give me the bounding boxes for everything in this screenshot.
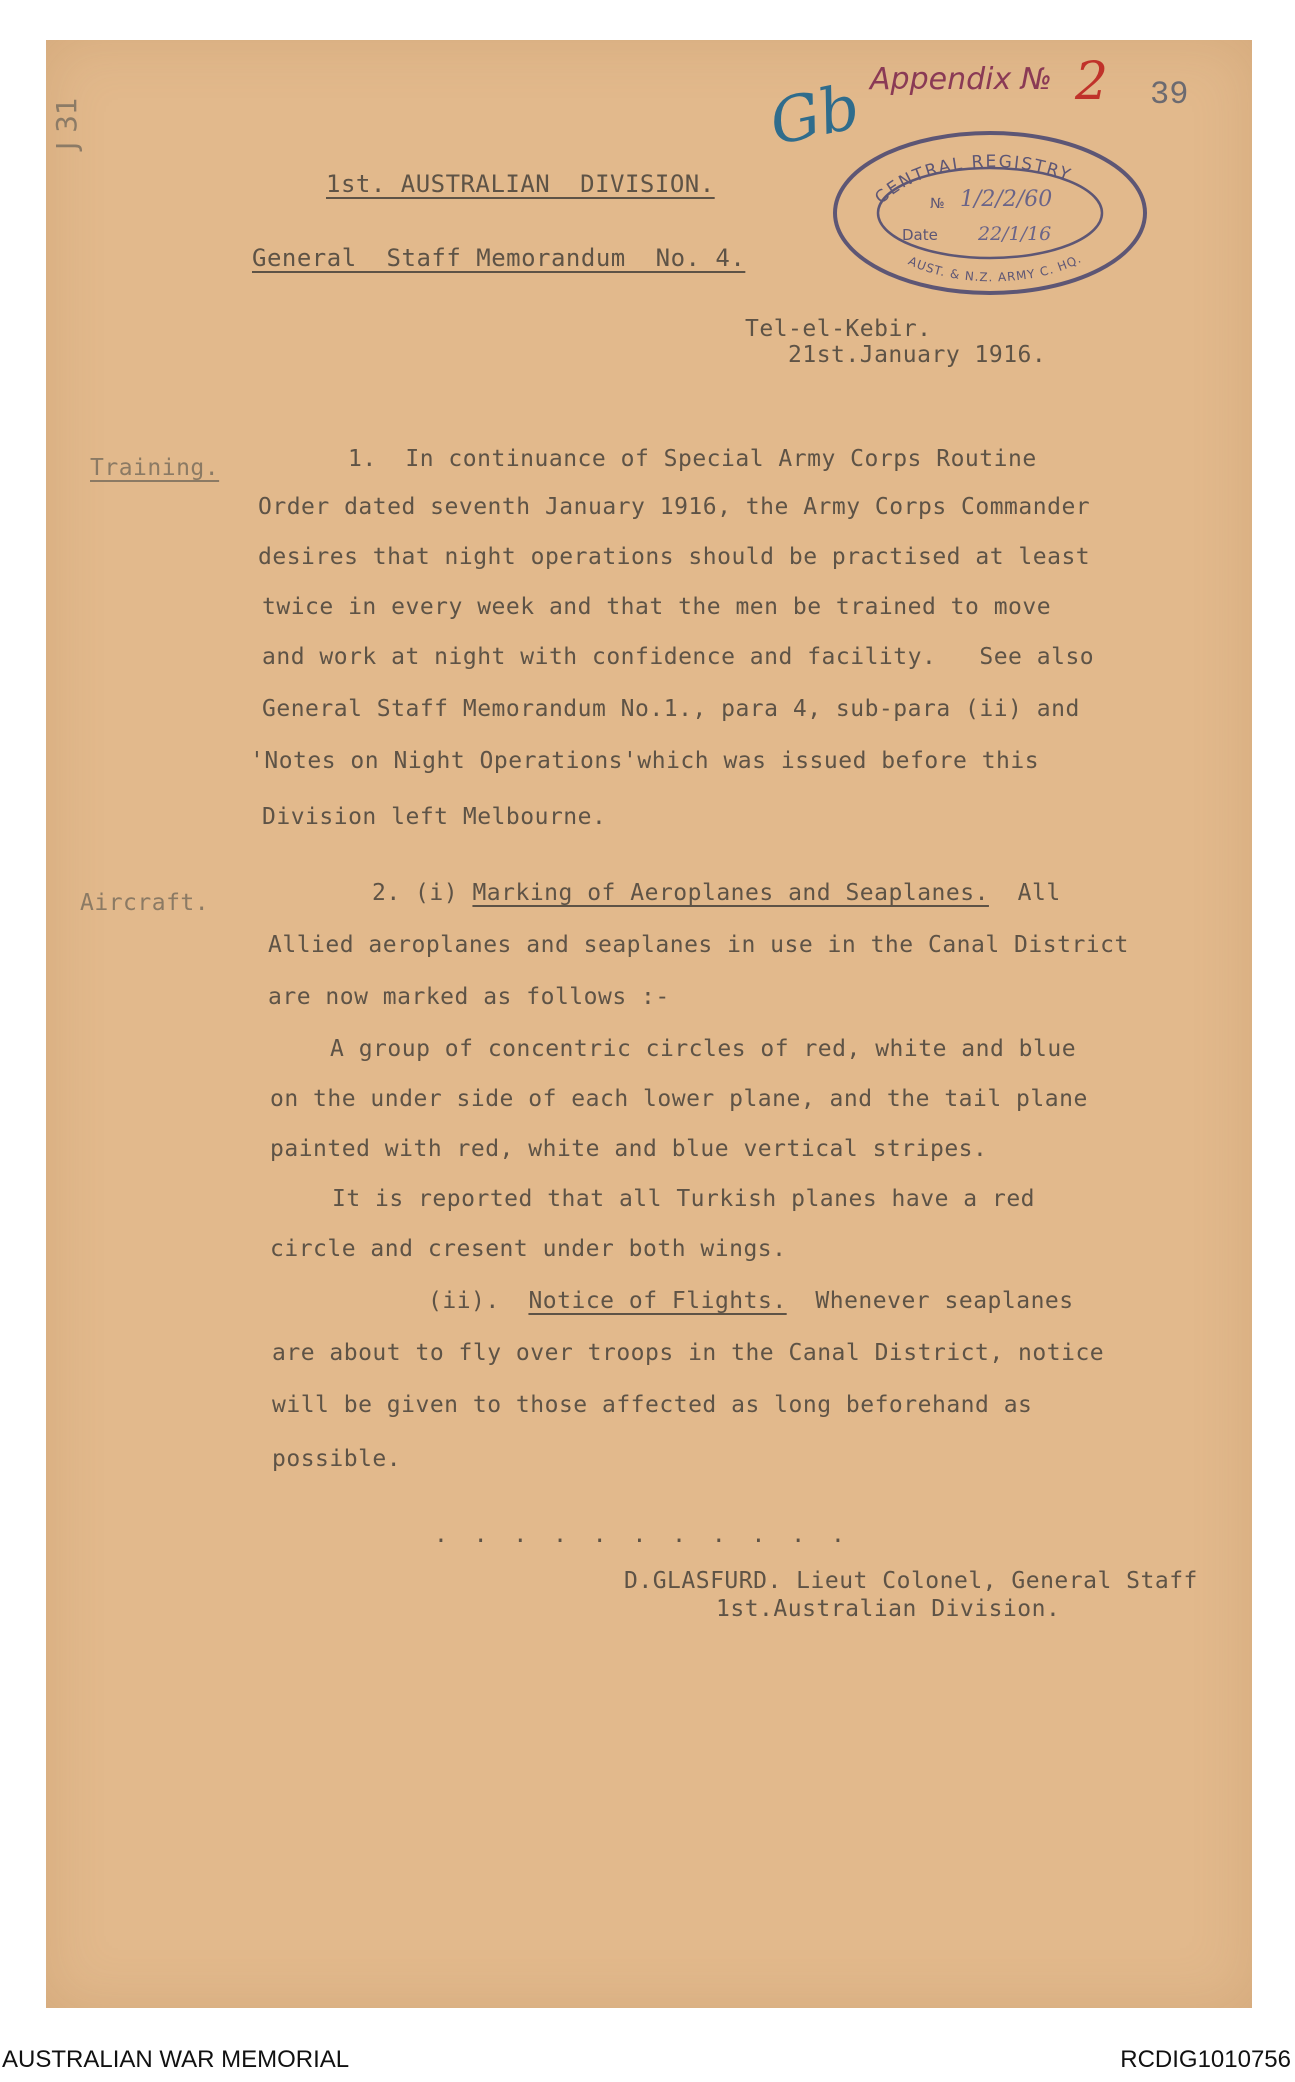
- aircraft-marking-heading: Marking of Aeroplanes and Seaplanes.: [472, 880, 989, 906]
- date-line: 21st.January 1916.: [788, 342, 1047, 368]
- margin-label-training: Training.: [90, 455, 220, 481]
- para-2-line-2: are now marked as follows :-: [268, 984, 670, 1010]
- para-2-sub-number: (ii).: [428, 1288, 529, 1314]
- para-2-sub-heading-line: [428, 1288, 1074, 1314]
- para-2-line-3: A group of concentric circles of red, white and blue: [330, 1036, 1077, 1062]
- page-number: 39: [1150, 76, 1189, 113]
- para-2-sub-line-2: will be given to those affected as long beforehand as: [272, 1392, 1033, 1418]
- stamp-date-label: Date: [902, 226, 938, 244]
- appendix-number: 2: [1075, 52, 1109, 112]
- para-1-line-7: 'Notes on Night Operations'which was issued before this: [250, 748, 1040, 774]
- margin-label-aircraft: Aircraft.: [80, 890, 210, 916]
- stamp-no-label: №: [930, 196, 945, 212]
- stamp-bottom-text: AUST. & N.Z. ARMY C. HQ.: [906, 251, 1084, 285]
- footer-archive-name: AUSTRALIAN WAR MEMORIAL: [2, 2046, 350, 2073]
- para-1-line-8: Division left Melbourne.: [262, 804, 607, 830]
- para-1-line-1: 1. In continuance of Special Army Corps Routine: [348, 446, 1037, 472]
- para-2-line-7: circle and cresent under both wings.: [270, 1236, 787, 1262]
- para-2-sub-line-3: possible.: [272, 1446, 402, 1472]
- stamp-date-value: 22/1/16: [978, 223, 1052, 245]
- division-title: 1st. AUSTRALIAN DIVISION.: [326, 170, 715, 198]
- para-2-number: 2. (i): [372, 880, 473, 906]
- place-line: Tel-el-Kebir.: [745, 316, 932, 342]
- footer-catalogue-id: RCDIG1010756: [1120, 2046, 1291, 2073]
- margin-note: J 31: [50, 97, 83, 150]
- para-2-heading-suffix: All: [988, 880, 1061, 906]
- para-1-line-3: desires that night operations should be practised at least: [258, 544, 1091, 570]
- para-1-line-2: Order dated seventh January 1916, the Army Corps Commander: [258, 494, 1091, 520]
- para-1-line-5: and work at night with confidence and facility. See also: [262, 644, 1095, 670]
- notice-of-flights-heading: Notice of Flights.: [528, 1288, 787, 1314]
- para-2-heading-line: [372, 880, 1061, 906]
- separator-dots: . . . . . . . . . . .: [434, 1522, 851, 1548]
- appendix-label: Appendix №: [870, 62, 1052, 97]
- para-2-line-1: Allied aeroplanes and seaplanes in use in the Canal District: [268, 932, 1129, 958]
- registry-stamp: [830, 128, 1150, 298]
- document-page: [46, 40, 1252, 2008]
- memo-title: General Staff Memorandum No. 4.: [252, 244, 746, 272]
- para-2-line-4: on the under side of each lower plane, and the tail plane: [270, 1086, 1088, 1112]
- para-2-line-6: It is reported that all Turkish planes have a red: [332, 1186, 1036, 1212]
- handwritten-mark: Gb: [763, 69, 866, 160]
- signature-line-2: 1st.Australian Division.: [716, 1596, 1061, 1622]
- para-2-sub-line-1: are about to fly over troops in the Canal District, notice: [272, 1340, 1105, 1366]
- stamp-no-value: 1/2/2/60: [960, 187, 1053, 212]
- para-1-line-4: twice in every week and that the men be trained to move: [262, 594, 1052, 620]
- signature-line-1: D.GLASFURD. Lieut Colonel, General Staff: [624, 1568, 1198, 1594]
- para-2-line-5: painted with red, white and blue vertical stripes.: [270, 1136, 988, 1162]
- para-2-sub-heading-suffix: Whenever seaplanes: [786, 1288, 1074, 1314]
- para-1-line-6: General Staff Memorandum No.1., para 4, sub-para (ii) and: [262, 696, 1080, 722]
- stamp-top-text: CENTRAL REGISTRY: [871, 151, 1075, 209]
- svg-text:AUST. & N.Z. ARMY C. HQ.: [906, 251, 1084, 284]
